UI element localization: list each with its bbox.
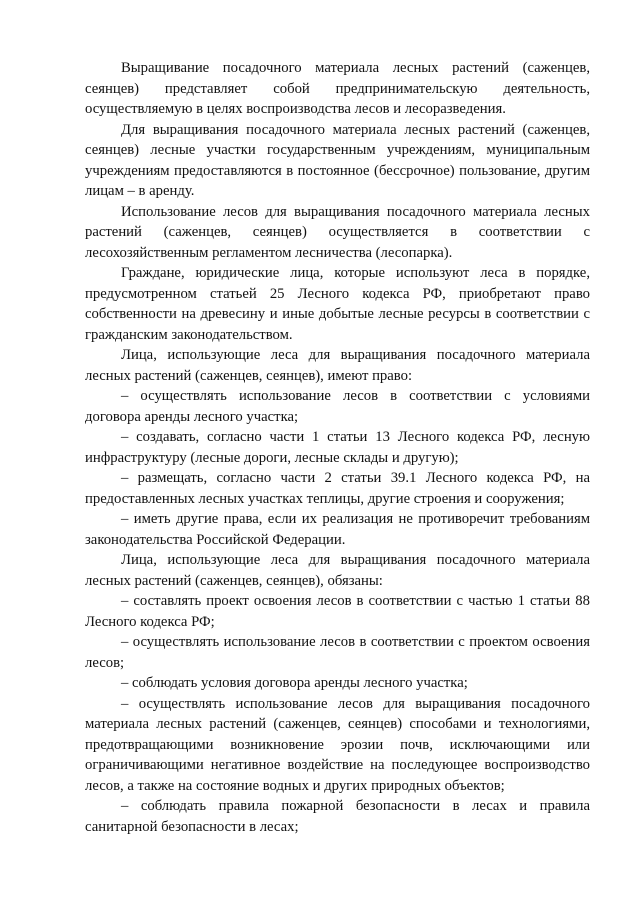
paragraph-cultivation-definition: Выращивание посадочного материала лесных растений (саженцев, сеянцев) представляет собой предпринимательскую деятельность, осуществляемую в целях воспроизводства лесов и лесоразведения. [85, 60, 590, 117]
paragraph-land-provision: Для выращивания посадочного материала лесных растений (саженцев, сеянцев) лесные участки государственным учреждениям, муниципальным учреждениям предоставляются в постоянное (бессрочное) пользование, другим лицам – в аренду. [85, 121, 590, 199]
paragraph-obligations-intro: Лица, использующие леса для выращивания посадочного материала лесных растений (саженцев, сеянцев), обязаны: [85, 552, 590, 589]
list-item-duty-fire-safety: – соблюдать правила пожарной безопасности в лесах и правила санитарной безопасности в лесах; [85, 798, 590, 835]
list-item-right-infrastructure: – создавать, согласно части 1 статьи 13 Лесного кодекса РФ, лесную инфраструктуру (лесные дороги, лесные склады и другую); [85, 429, 590, 466]
list-item-right-lease-use: – осуществлять использование лесов в соответствии с условиями договора аренды лесного участка; [85, 388, 590, 425]
paragraph-ownership-rights: Граждане, юридические лица, которые используют леса в порядке, предусмотренном статьей 25 Лесного кодекса РФ, приобретают право собственности на древесину и иные добытые лесные ресурсы в соответствии с гражданским законодательством. [85, 265, 590, 343]
list-item-duty-lease-terms: – соблюдать условия договора аренды лесного участка; [121, 675, 468, 691]
document-page [85, 58, 590, 837]
list-item-duty-project: – составлять проект освоения лесов в соответствии с частью 1 статьи 88 Лесного кодекса РФ; [85, 593, 590, 630]
paragraph-rights-intro: Лица, использующие леса для выращивания посадочного материала лесных растений (саженцев, сеянцев), имеют право: [85, 347, 590, 384]
list-item-duty-project-use: – осуществлять использование лесов в соответствии с проектом освоения лесов; [85, 634, 590, 671]
list-item-right-greenhouses: – размещать, согласно части 2 статьи 39.1 Лесного кодекса РФ, на предоставленных лесных участках теплицы, другие строения и сооружения; [85, 470, 590, 507]
list-item-right-other: – иметь другие права, если их реализация не противоречит требованиям законодательства Российской Федерации. [85, 511, 590, 548]
paragraph-forestry-regulation: Использование лесов для выращивания посадочного материала лесных растений (саженцев, сеянцев) осуществляется в соответствии с лесохозяйственным регламентом лесничества (лесопарка). [85, 203, 590, 261]
list-item-duty-erosion: – осуществлять использование лесов для выращивания посадочного материала лесных растений (саженцев, сеянцев) способами и технологиями, предотвращающими возникновение эрозии почв, исключающими или ограничивающими негативное воздействие на последующее воспроизводство лесов, а также на состояние водных и других природных объектов; [85, 695, 590, 794]
